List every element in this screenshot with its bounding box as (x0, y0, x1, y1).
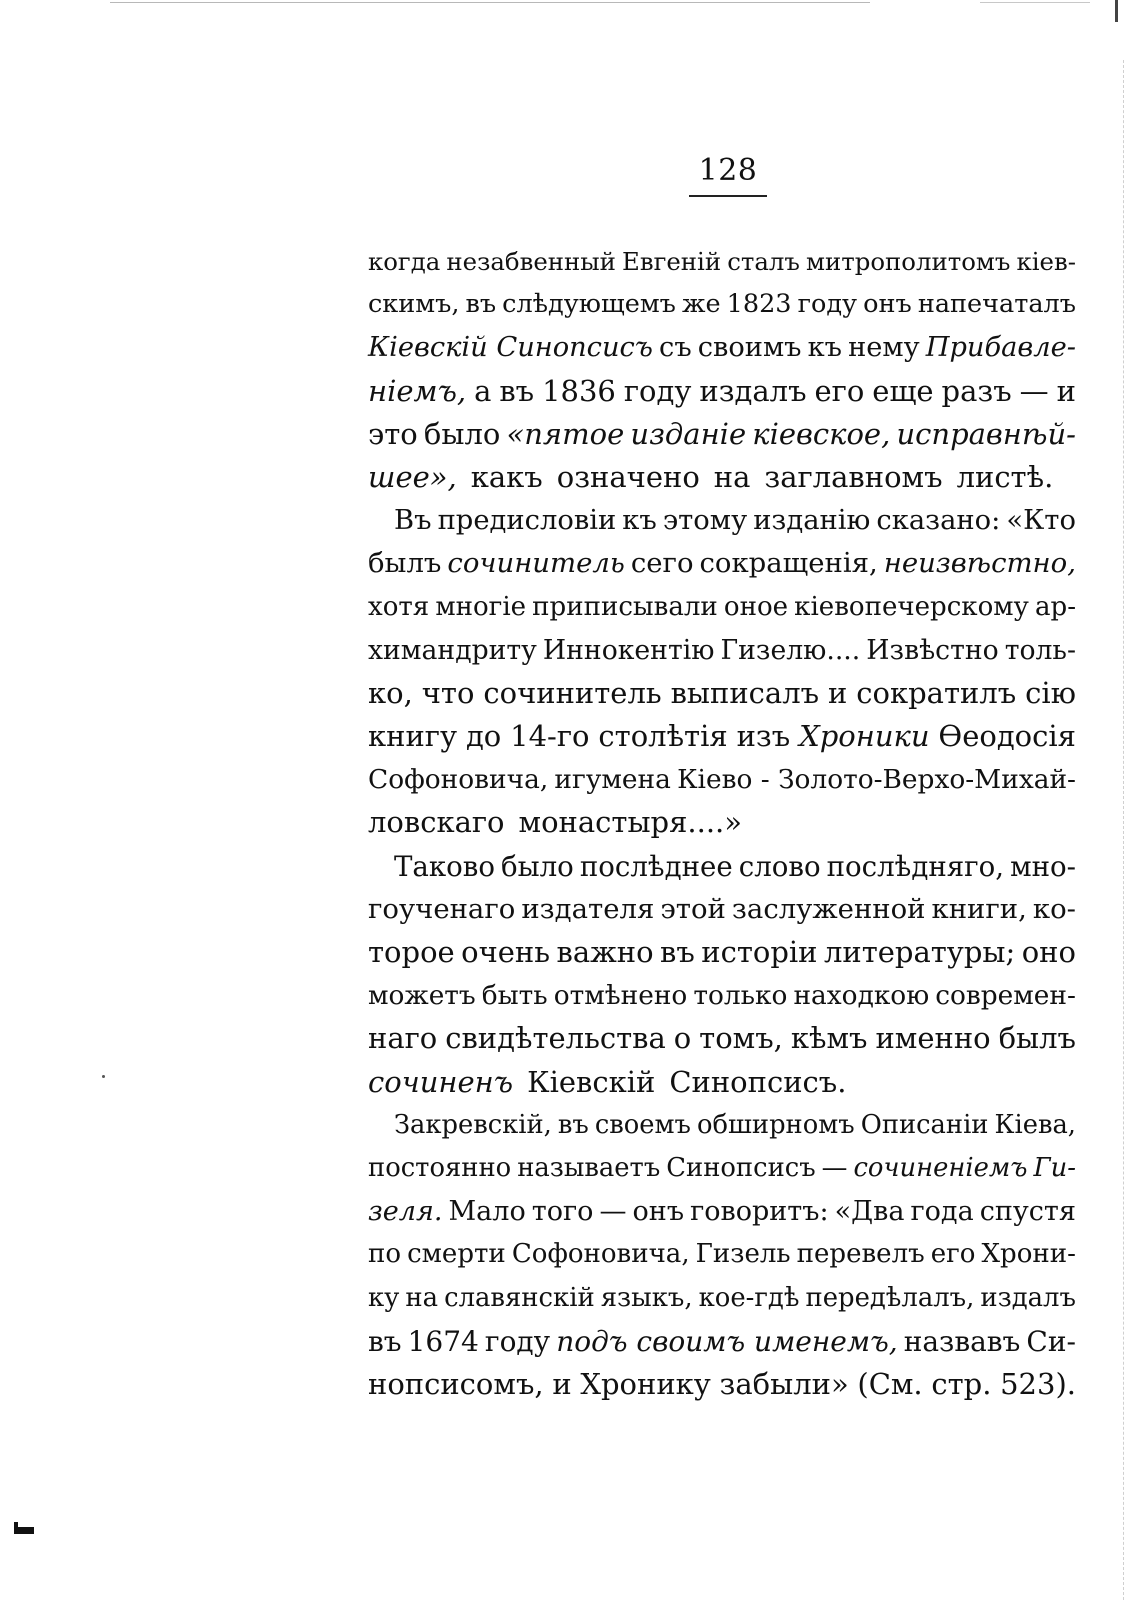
word: въ (557, 1109, 589, 1140)
word: сочиненіемъ (853, 1152, 1028, 1183)
word: книги, (931, 892, 1027, 925)
word: еще (872, 373, 934, 408)
word: передѣлалъ, (805, 1282, 975, 1313)
page-number: 128 (698, 153, 758, 188)
word: томъ, (699, 1021, 783, 1056)
word: какъ (470, 459, 543, 494)
word: и (552, 1366, 572, 1401)
word: — (1019, 373, 1049, 408)
word: Таково (394, 849, 495, 883)
word: было (501, 849, 574, 883)
word: на (713, 459, 751, 494)
word: издателя (521, 892, 655, 925)
word: Си- (1026, 1324, 1076, 1358)
word: монастыря....» (518, 805, 743, 840)
text-line (368, 629, 1076, 672)
word: подъ своимъ именемъ, (556, 1324, 898, 1358)
word: же (681, 289, 721, 320)
word: слѣдующемъ (502, 289, 676, 320)
text-line (368, 456, 1076, 499)
word: оно (1021, 935, 1076, 969)
word: перевелъ (796, 1239, 925, 1270)
word: скимъ, (368, 289, 460, 320)
word: свидѣтельства (445, 1021, 666, 1056)
word: напечаталъ (917, 289, 1076, 320)
bottom-corner-mark (14, 1522, 34, 1534)
word: о (673, 1021, 692, 1056)
word: Гизель (695, 1239, 791, 1270)
word: оное (723, 591, 789, 622)
word: ніемъ, (368, 373, 467, 408)
page-edge-line (1123, 60, 1124, 1600)
word: былъ (368, 547, 442, 580)
word: современ- (935, 980, 1076, 1012)
word: былъ (998, 1021, 1076, 1056)
word: ку (368, 1282, 400, 1313)
text-line (368, 1017, 1076, 1060)
word: назвавъ (903, 1324, 1021, 1358)
word: въ (368, 1324, 402, 1358)
word: Кіево - Золото-Верхо-Михай- (677, 764, 1076, 796)
word: означено (556, 459, 700, 494)
text-line (368, 240, 1076, 283)
word: литературы; (823, 935, 1016, 969)
word: его (930, 1239, 976, 1270)
word: ловскаго (368, 805, 505, 840)
word: Кіевскій (527, 1064, 656, 1099)
word: можетъ (368, 980, 476, 1012)
word: Софоновича, (368, 764, 549, 796)
word: заглавномъ (764, 459, 943, 494)
word: изъ (736, 719, 791, 754)
word: постоянно (368, 1152, 512, 1183)
word: — (599, 1196, 627, 1228)
word: заслуженной (731, 892, 926, 925)
word: нопсисомъ, (368, 1366, 544, 1401)
stray-dot (102, 1075, 105, 1078)
word: а (474, 373, 492, 408)
top-rule-right (980, 2, 1090, 3)
word: спустя (979, 1196, 1076, 1228)
text-line (368, 845, 1076, 888)
word: незабвенный (446, 247, 616, 276)
word: на (405, 1282, 439, 1313)
word: смерти (407, 1239, 506, 1270)
word: языкъ, (600, 1282, 693, 1313)
word: Хронику (580, 1366, 711, 1401)
word: очень (461, 935, 551, 969)
word: Гизелю.... (720, 634, 861, 666)
word: разъ (941, 373, 1012, 408)
text-line (368, 413, 1076, 456)
word: — (821, 1152, 848, 1183)
word: въ (499, 373, 535, 408)
word: Прибавле- (925, 332, 1076, 364)
word: ар- (1034, 591, 1076, 622)
text-line (368, 1104, 1076, 1147)
word: сочинитель (447, 547, 625, 580)
text-line (368, 672, 1076, 715)
page-number-underline (689, 195, 767, 197)
word: ко, (368, 675, 413, 710)
word: сократилъ (856, 675, 1017, 710)
word: Мало (448, 1196, 526, 1228)
word: изданіе (630, 416, 747, 451)
word: Извѣстно (866, 634, 999, 666)
word: Синопсисъ. (669, 1064, 847, 1099)
word: шее», (368, 459, 457, 494)
text-line (368, 542, 1076, 585)
word: именно (875, 1021, 991, 1056)
word: сочинитель (483, 675, 662, 710)
text-line (368, 888, 1076, 931)
word: сказано: (876, 505, 1001, 537)
word: къ (622, 505, 657, 537)
word: толь- (1004, 634, 1076, 666)
word: Синопсисъ (666, 1152, 816, 1183)
word: сію (1025, 675, 1076, 710)
word: только (693, 980, 788, 1012)
word: Ги- (1033, 1152, 1076, 1183)
word: сего (630, 547, 694, 580)
word: «пятое (506, 416, 625, 451)
word: важно (556, 935, 654, 969)
word: Иннокентію (542, 634, 715, 666)
word: кіевопечерскому (794, 591, 1029, 622)
word: торое (368, 935, 455, 969)
word: гоученаго (368, 892, 516, 925)
word: книгу (368, 719, 458, 754)
word: 14-го (510, 719, 590, 754)
word: неизвѣстно, (883, 547, 1076, 580)
word: года (910, 1196, 974, 1228)
word: Въ (394, 505, 432, 537)
word: забыли» (719, 1366, 849, 1401)
word: изданію (753, 505, 871, 537)
word: зеля. (368, 1196, 443, 1228)
text-line (368, 1320, 1076, 1363)
word: нему (848, 332, 920, 364)
word: кіевское, (752, 416, 891, 451)
word: своимъ (697, 332, 802, 364)
word: называетъ (517, 1152, 661, 1183)
word: 1823 (726, 289, 792, 320)
word: было (423, 416, 501, 451)
word: наго (368, 1021, 438, 1056)
word: издалъ (699, 373, 807, 408)
text-line (368, 801, 1076, 844)
word: стр. (931, 1366, 992, 1401)
word: послѣдняго, (826, 849, 1005, 883)
word: году (484, 1324, 551, 1358)
word: митрополитомъ (806, 247, 1011, 276)
word: Закревскій, (394, 1109, 552, 1140)
word: кѣмъ (790, 1021, 868, 1056)
word: кіев- (1016, 247, 1076, 276)
text-line (368, 1233, 1076, 1276)
word: химандриту (368, 634, 537, 666)
text-line (368, 931, 1076, 974)
word: году (623, 373, 692, 408)
text-line (368, 1363, 1076, 1406)
corner-mark (1115, 0, 1118, 22)
text-line (368, 283, 1076, 326)
body-text (368, 240, 1076, 1406)
text-line (368, 715, 1076, 758)
word: сокращенія, (699, 547, 878, 580)
word: исправнѣй- (896, 416, 1076, 451)
word: 523). (1000, 1366, 1076, 1401)
word: въ (660, 935, 695, 969)
word: Софоновича, (511, 1239, 690, 1270)
word: славянскій (444, 1282, 595, 1313)
word: кое-гдѣ (698, 1282, 800, 1313)
word: листѣ. (956, 459, 1054, 494)
word: онъ (632, 1196, 685, 1228)
word: многіе (435, 591, 527, 622)
word: быть (481, 980, 548, 1012)
text-line (368, 974, 1076, 1017)
word: своемъ (594, 1109, 691, 1140)
text-line (368, 758, 1076, 801)
word: находкою (793, 980, 930, 1012)
word: Евгеній (622, 247, 722, 276)
word: издалъ (980, 1282, 1076, 1313)
word: игумена (554, 764, 671, 796)
word: столѣтія (598, 719, 728, 754)
word: сочиненъ (368, 1064, 514, 1099)
text-line (368, 1277, 1076, 1320)
word: году (797, 289, 858, 320)
word: предисловіи (437, 505, 617, 537)
word: что (421, 675, 475, 710)
word: и (828, 675, 848, 710)
word: Өеодосія (938, 719, 1076, 754)
word: къ (807, 332, 842, 364)
word: послѣднее (579, 849, 733, 883)
text-line (368, 326, 1076, 369)
word: мно- (1010, 849, 1076, 883)
word: 1836 (542, 373, 616, 408)
text-line (368, 499, 1076, 542)
word: выписалъ (670, 675, 820, 710)
word: «Кто (1006, 505, 1076, 537)
word: Хрони- (981, 1239, 1076, 1270)
word: этому (662, 505, 748, 537)
top-rule (110, 2, 870, 3)
word: обширномъ (696, 1109, 855, 1140)
word: приписывали (532, 591, 718, 622)
word: этой (660, 892, 726, 925)
word: 1674 (407, 1324, 479, 1358)
text-line (368, 370, 1076, 413)
word: слово (738, 849, 821, 883)
word: Хроники (799, 719, 930, 754)
word: до (465, 719, 502, 754)
text-line (368, 1061, 1076, 1104)
word: того (531, 1196, 594, 1228)
word: сталъ (727, 247, 800, 276)
word: Описаніи (860, 1109, 989, 1140)
word: отмѣнено (553, 980, 688, 1012)
word: говоритъ: (690, 1196, 829, 1228)
word: это (368, 416, 418, 451)
text-line (368, 586, 1076, 629)
text-line (368, 1190, 1076, 1233)
word: и (1056, 373, 1076, 408)
word: Кіева, (994, 1109, 1076, 1140)
word: (См. (857, 1366, 923, 1401)
word: съ (659, 332, 692, 364)
word: его (814, 373, 865, 408)
word: въ (465, 289, 497, 320)
text-line (368, 1147, 1076, 1190)
word: онъ (863, 289, 912, 320)
word: по (368, 1239, 402, 1270)
word: Кіевскій Синопсисъ (368, 332, 653, 364)
word: «Два (834, 1196, 905, 1228)
word: ко- (1032, 892, 1076, 925)
word: исторіи (701, 935, 818, 969)
word: хотя (368, 591, 430, 622)
word: когда (368, 247, 441, 276)
